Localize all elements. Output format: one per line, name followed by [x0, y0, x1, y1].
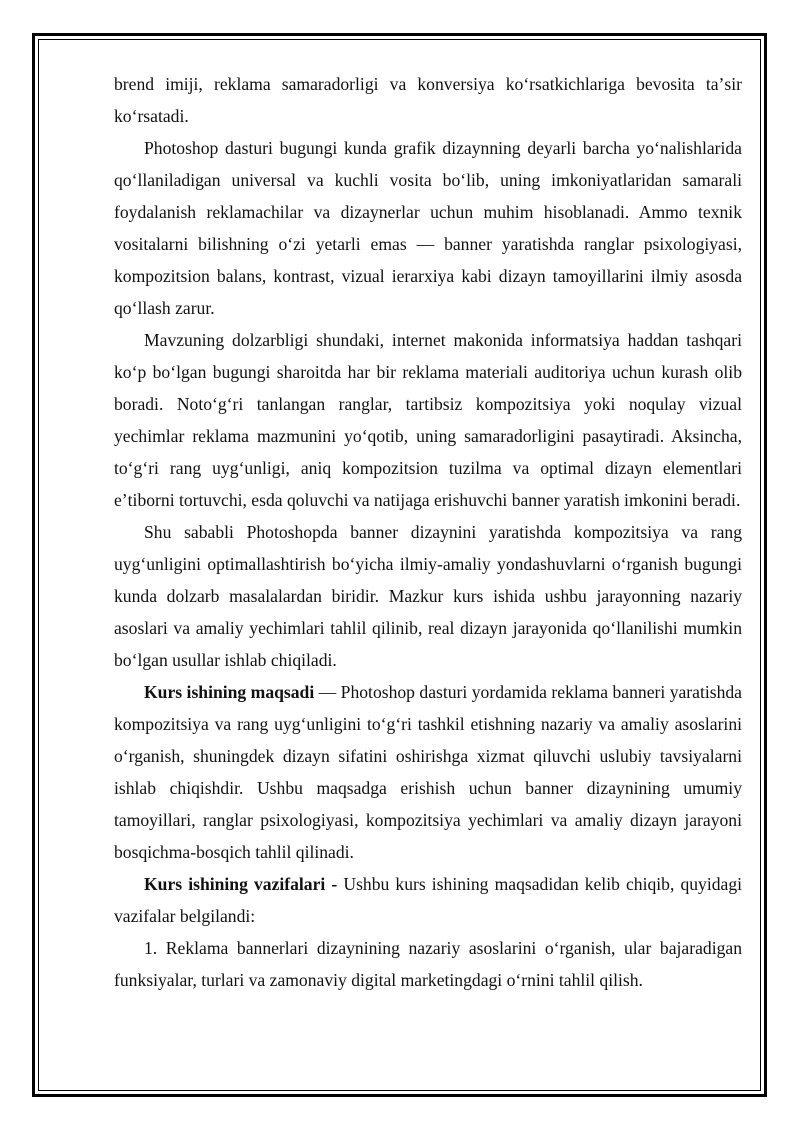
paragraph-relevance: Mavzuning dolzarbligi shundaki, internet makonida informatsiya haddan tashqari koʻp boʻlgan bugungi sharoitda har bir reklama materiali auditoriya uchun kurash olib boradi. Notoʻgʻri tanlangan ranglar, tartibsiz kompozitsiya yoki noqulay vizual yechimlar reklama mazmunini yoʻqotib, uning samaradorligini pasaytiradi. Aksincha, toʻgʻri rang uygʻunligi, aniq kompozitsion tuzilma va optimal dizayn elementlari eʼtiborni tortuvchi, esda qoluvchi va natijaga erishuvchi banner yaratish imkonini beradi. — [114, 330, 742, 510]
paragraph-tasks — [114, 868, 742, 932]
tasks-text: Ushbu kurs ishining maqsadidan kelib chiqib, quyidagi vazifalar belgilandi: — [114, 874, 743, 926]
paragraph-photoshop: Photoshop dasturi bugungi kunda grafik dizaynning deyarli barcha yoʻnalishlarida qoʻllaniladigan universal va kuchli vosita boʻlib, uning imkoniyatlaridan samarali foydalanish reklamachilar va dizaynerlar uchun muhim hisoblanadi. Ammo texnik vositalarni bilishning oʻzi yetarli emas — banner yaratishda ranglar psixologiyasi, kompozitsion balans, kontrast, vizual ierarxiya kabi dizayn tamoyillarini ilmiy asosda qoʻllash zarur. — [114, 138, 742, 318]
document-body — [114, 68, 742, 996]
paragraph-goal — [114, 676, 742, 868]
goal-heading: Kurs ishining maqsadi — [144, 682, 315, 702]
paragraph-reason: Shu sababli Photoshopda banner dizaynini yaratishda kompozitsiya va rang uygʻunligini optimallashtirish boʻyicha ilmiy-amaliy yondashuvlarni oʻrganish bugungi kunda dolzarb masalalardan biridir. Mazkur kurs ishida ushbu jarayonning nazariy asoslari va amaliy yechimlari tahlil qilinib, real dizayn jarayonida qoʻllanilishi mumkin boʻlgan usullar ishlab chiqiladi. — [114, 522, 742, 670]
paragraph-continuation: brend imiji, reklama samaradorligi va konversiya koʻrsatkichlariga bevosita taʼsir koʻrsatadi. — [114, 74, 742, 126]
goal-text: — Photoshop dasturi yordamida reklama banneri yaratishda kompozitsiya va rang uygʻunligini toʻgʻri tashkil etishning nazariy va amaliy asoslarini oʻrganish, shuningdek dizayn sifatini oshirishga xizmat qiluvchi uslubiy tavsiyalarni ishlab chiqishdir. Ushbu maqsadga erishish uchun banner dizaynining umumiy tamoyillari, ranglar psixologiyasi, kompozitsiya yechimlari va amaliy dizayn jarayoni bosqichma-bosqich tahlil qilinadi. — [114, 682, 742, 862]
tasks-heading: Kurs ishining vazifalari - — [144, 874, 338, 894]
paragraph-task-1: 1. Reklama bannerlari dizaynining nazariy asoslarini oʻrganish, ular bajaradigan funksiyalar, turlari va zamonaviy digital marketingdagi oʻrnini tahlil qilish. — [114, 938, 742, 990]
